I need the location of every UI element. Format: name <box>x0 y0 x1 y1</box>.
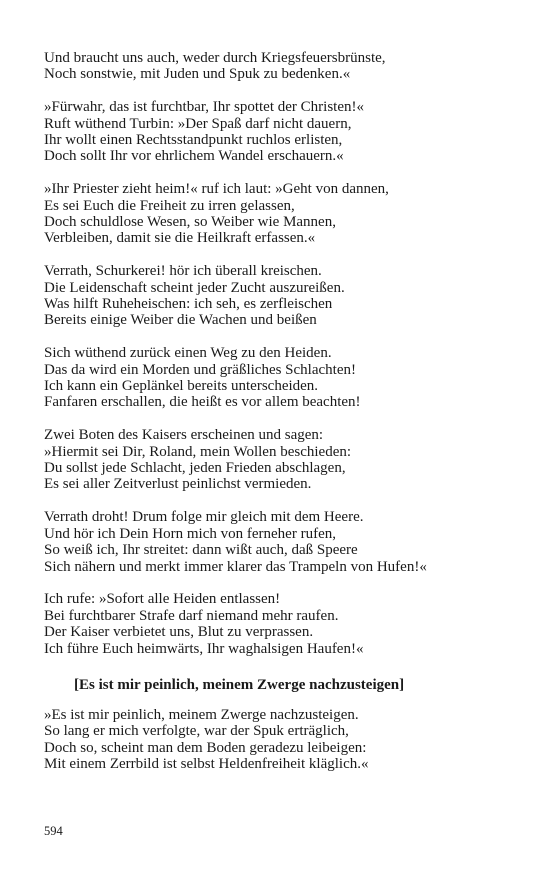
verse-line: »Hiermit sei Dir, Roland, mein Wollen beschieden: <box>44 443 352 460</box>
verse-line: Ich kann ein Geplänkel bereits unterscheiden. <box>44 378 319 395</box>
verse-line: So weiß ich, Ihr streitet: dann wißt auch, daß Speere <box>44 542 358 559</box>
poem-heading: [Es ist mir peinlich, meinem Zwerge nachzusteigen] <box>74 676 405 693</box>
verse-line: Bereits einige Weiber die Wachen und beißen <box>44 312 317 329</box>
verse-line: Die Leidenschaft scheint jeder Zucht auszureißen. <box>44 279 345 296</box>
verse-line: »Es ist mir peinlich, meinem Zwerge nachzusteigen. <box>44 706 359 723</box>
verse-line: Bei furchtbarer Strafe darf niemand mehr raufen. <box>44 607 339 624</box>
verse-line: Verrath droht! Drum folge mir gleich mit dem Heere. <box>44 509 364 526</box>
verse-line: Es sei Euch die Freiheit zu irren gelassen, <box>44 197 295 214</box>
stanza <box>44 345 514 411</box>
verse-line: Doch schuldlose Wesen, so Weiber wie Mannen, <box>44 214 336 231</box>
stanza <box>44 181 514 247</box>
stanza <box>44 509 514 575</box>
verse-line: Doch so, scheint man dem Boden geradezu leibeigen: <box>44 739 367 756</box>
verse-line: Das da wird ein Morden und gräßliches Schlachten! <box>44 361 356 378</box>
verse-line: Ich rufe: »Sofort alle Heiden entlassen! <box>44 591 281 608</box>
stanza <box>44 99 514 165</box>
stanza <box>44 707 514 773</box>
stanza <box>44 50 514 83</box>
verse-line: Und hör ich Dein Horn mich von ferneher rufen, <box>44 525 336 542</box>
page-number: 594 <box>44 824 63 838</box>
verse-line: Noch sonstwie, mit Juden und Spuk zu bedenken.« <box>44 66 351 83</box>
verse-line: Verbleiben, damit sie die Heilkraft erfassen.« <box>44 230 316 247</box>
page-body <box>44 50 514 789</box>
verse-line: Ich führe Euch heimwärts, Ihr waghalsigen Haufen!« <box>44 640 364 657</box>
verse-line: Und braucht uns auch, weder durch Kriegsfeuersbrünste, <box>44 50 386 66</box>
stanza <box>44 427 514 493</box>
stanza <box>44 263 514 329</box>
verse-line: Ihr wollt einen Rechtsstandpunkt ruchlos erlisten, <box>44 132 343 149</box>
verse-line: Verrath, Schurkerei! hör ich überall kreischen. <box>44 263 322 280</box>
verse-line: Doch sollt Ihr vor ehrlichem Wandel erschauern.« <box>44 148 344 165</box>
verse-line: Zwei Boten des Kaisers erscheinen und sagen: <box>44 427 324 444</box>
verse-line: Es sei aller Zeitverlust peinlichst vermieden. <box>44 476 312 493</box>
verse-line: Sich nähern und merkt immer klarer das Trampeln von Hufen!« <box>44 558 427 575</box>
verse-line: Was hilft Ruheheischen: ich seh, es zerfleischen <box>44 296 333 313</box>
verse-line: So lang er mich verfolgte, war der Spuk erträglich, <box>44 723 349 740</box>
verse-line: »Ihr Priester zieht heim!« ruf ich laut: »Geht von dannen, <box>44 181 389 198</box>
verse-line: Du sollst jede Schlacht, jeden Frieden abschlagen, <box>44 460 346 477</box>
verse-line: Sich wüthend zurück einen Weg zu den Heiden. <box>44 345 332 362</box>
verse-line: »Fürwahr, das ist furchtbar, Ihr spottet der Christen!« <box>44 99 364 116</box>
verse-line: Der Kaiser verbietet uns, Blut zu verprassen. <box>44 624 314 641</box>
verse-line: Mit einem Zerrbild ist selbst Heldenfreiheit kläglich.« <box>44 756 369 773</box>
stanza <box>44 591 514 657</box>
verse-line: Ruft wüthend Turbin: »Der Spaß darf nicht dauern, <box>44 115 352 132</box>
verse-line: Fanfaren erschallen, die heißt es vor allem beachten! <box>44 394 361 411</box>
